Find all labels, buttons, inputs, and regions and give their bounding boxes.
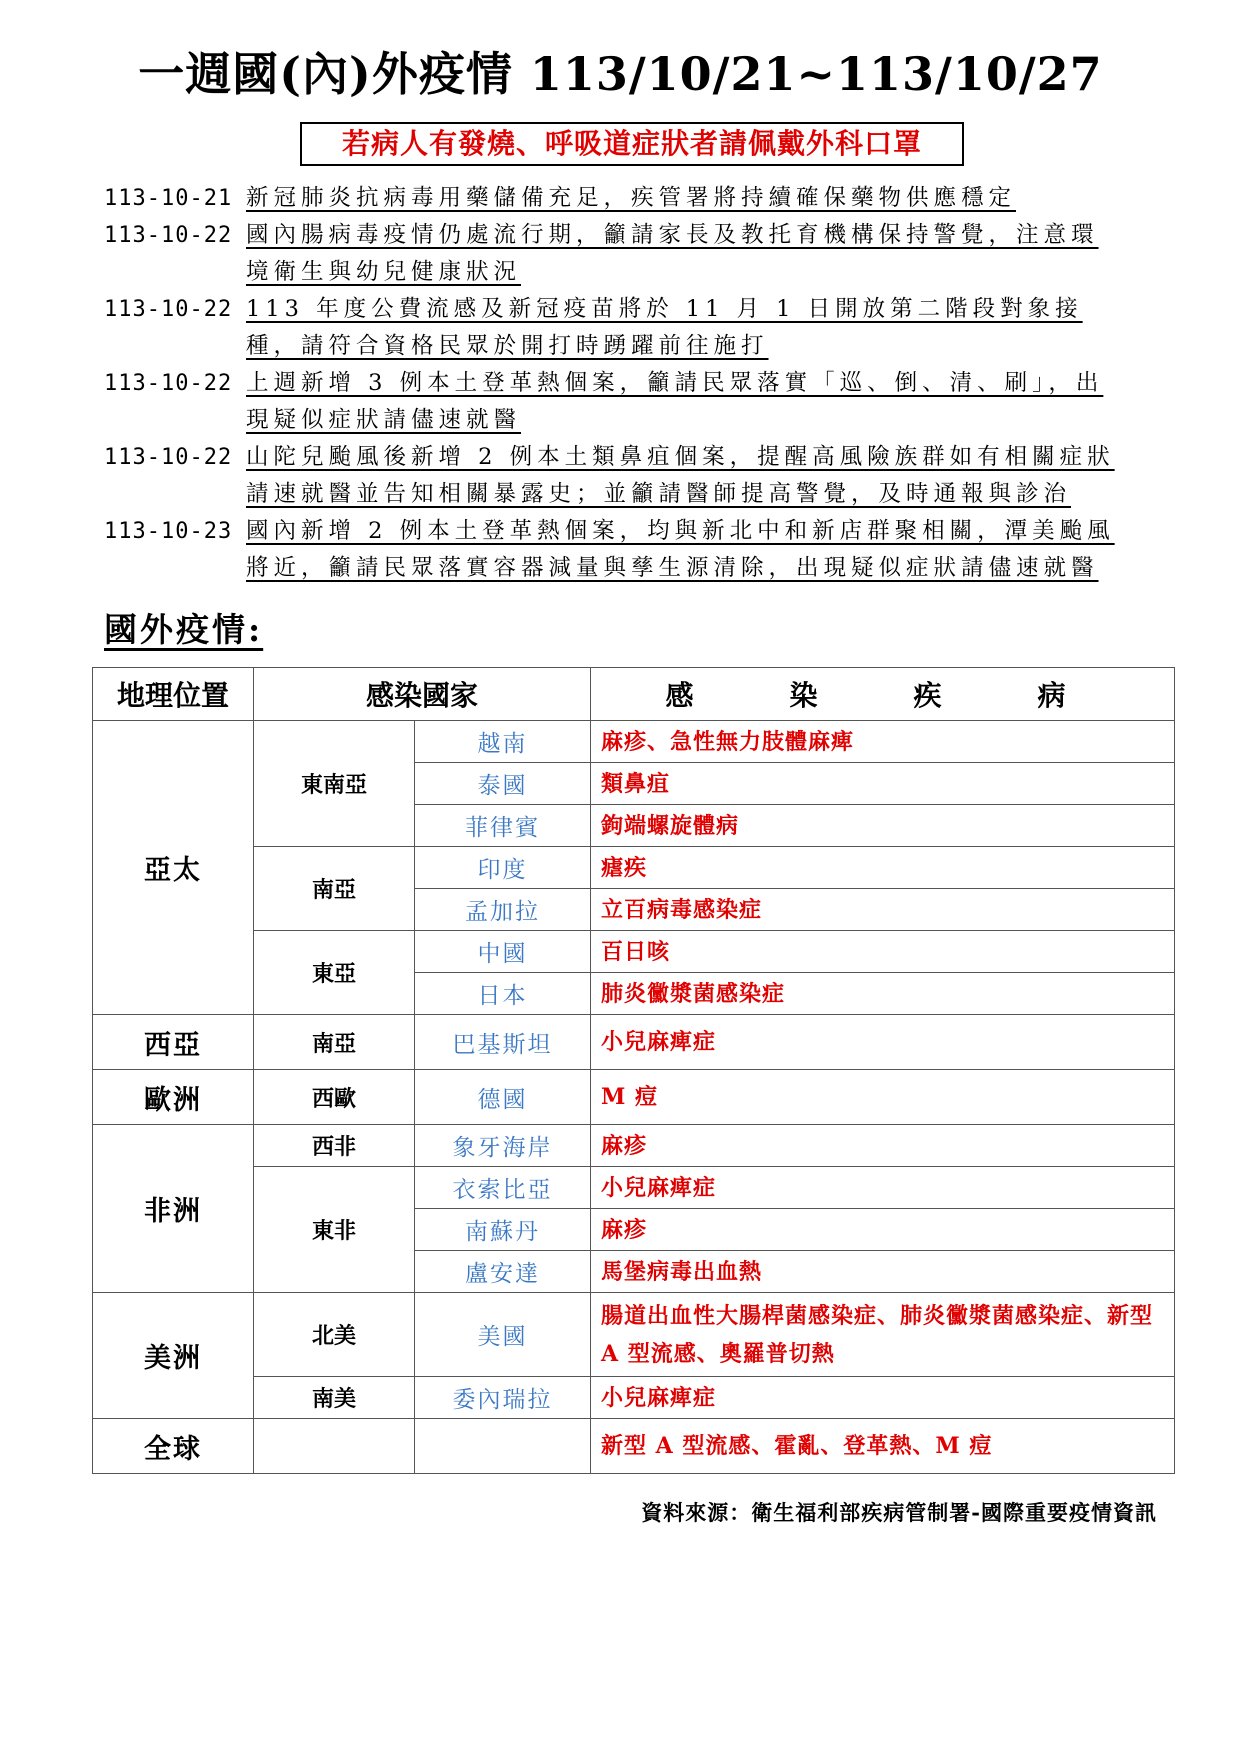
news-text: 113 年度公費流感及新冠疫苗將於 11 月 1 日開放第二階段對象接種，請符合資格民眾於開打時踴躍前往施打	[246, 296, 1083, 359]
news-date: 113-10-22	[104, 297, 233, 322]
subregion-cell: 西歐	[254, 1070, 415, 1125]
disease-cell: 小兒麻痺症	[591, 1015, 1175, 1070]
country-cell: 日本	[415, 973, 591, 1015]
region-cell: 亞太	[93, 721, 254, 1015]
disease-cell: M 痘	[591, 1070, 1175, 1125]
region-cell: 全球	[93, 1419, 254, 1474]
subregion-cell: 東非	[254, 1167, 415, 1293]
section-title-international: 國外疫情:	[104, 610, 264, 649]
country-cell: 美國	[415, 1293, 591, 1377]
news-date: 113-10-23	[104, 519, 233, 544]
country-cell: 象牙海岸	[415, 1125, 591, 1167]
news-text: 山陀兒颱風後新增 2 例本土類鼻疽個案，提醒高風險族群如有相關症狀請速就醫並告知相關暴露史；並籲請醫師提高警覺，及時通報與診治	[246, 444, 1115, 507]
news-date: 113-10-21	[104, 186, 233, 211]
country-cell: 巴基斯坦	[415, 1015, 591, 1070]
table-row	[93, 721, 1175, 763]
table-header-row	[93, 668, 1175, 721]
table-row	[93, 847, 1175, 889]
subregion-cell: 南美	[254, 1377, 415, 1419]
country-cell: 德國	[415, 1070, 591, 1125]
data-source: 資料來源：衛生福利部疾病管制署-國際重要疫情資訊	[641, 1500, 1157, 1525]
country-cell: 盧安達	[415, 1251, 591, 1293]
news-item	[104, 180, 1184, 217]
region-cell: 西亞	[93, 1015, 254, 1070]
table-row	[93, 1167, 1175, 1209]
region-cell: 美洲	[93, 1293, 254, 1419]
disease-cell: 類鼻疽	[591, 763, 1175, 805]
disease-cell: 小兒麻痺症	[591, 1167, 1175, 1209]
subregion-cell: 東南亞	[254, 721, 415, 847]
disease-cell: 肺炎黴漿菌感染症	[591, 973, 1175, 1015]
subregion-cell: 東亞	[254, 931, 415, 1015]
disease-cell: 馬堡病毒出血熱	[591, 1251, 1175, 1293]
news-item	[104, 439, 1184, 513]
table-row	[93, 1070, 1175, 1125]
table-row	[93, 1419, 1175, 1474]
disease-cell: 百日咳	[591, 931, 1175, 973]
subregion-cell: 南亞	[254, 847, 415, 931]
header-country: 感染國家	[254, 668, 591, 721]
news-item	[104, 513, 1184, 587]
region-cell: 歐洲	[93, 1070, 254, 1125]
news-date: 113-10-22	[104, 371, 233, 396]
country-cell: 衣索比亞	[415, 1167, 591, 1209]
table-row	[93, 1377, 1175, 1419]
region-cell: 非洲	[93, 1125, 254, 1293]
country-cell: 菲律賓	[415, 805, 591, 847]
header-region: 地理位置	[93, 668, 254, 721]
domestic-news-list	[104, 180, 1184, 587]
news-item	[104, 291, 1184, 365]
mask-notice: 若病人有發燒、呼吸道症狀者請佩戴外科口罩	[300, 122, 964, 166]
disease-cell: 麻疹	[591, 1209, 1175, 1251]
page-title: 一週國(內)外疫情 113/10/21~113/10/27	[138, 47, 1103, 101]
news-text: 上週新增 3 例本土登革熱個案，籲請民眾落實「巡、倒、清、刷」，出現疑似症狀請儘速就醫	[246, 370, 1104, 433]
disease-cell: 瘧疾	[591, 847, 1175, 889]
country-cell	[415, 1419, 591, 1474]
disease-cell: 腸道出血性大腸桿菌感染症、肺炎黴漿菌感染症、新型 A 型流感、奧羅普切熱	[591, 1293, 1175, 1377]
country-cell: 越南	[415, 721, 591, 763]
subregion-cell	[254, 1419, 415, 1474]
disease-cell: 小兒麻痺症	[591, 1377, 1175, 1419]
table-row	[93, 1293, 1175, 1377]
country-cell: 印度	[415, 847, 591, 889]
news-text: 國內腸病毒疫情仍處流行期，籲請家長及教托育機構保持警覺，注意環境衛生與幼兒健康狀況	[246, 222, 1099, 285]
news-text: 新冠肺炎抗病毒用藥儲備充足，疾管署將持續確保藥物供應穩定	[246, 185, 1017, 211]
news-date: 113-10-22	[104, 445, 233, 470]
header-disease: 感 染 疾 病	[591, 668, 1175, 721]
disease-cell: 麻疹、急性無力肢體麻痺	[591, 721, 1175, 763]
news-date: 113-10-22	[104, 223, 233, 248]
country-cell: 中國	[415, 931, 591, 973]
table-row	[93, 931, 1175, 973]
disease-cell: 麻疹	[591, 1125, 1175, 1167]
disease-cell: 新型 A 型流感、霍亂、登革熱、M 痘	[591, 1419, 1175, 1474]
country-cell: 泰國	[415, 763, 591, 805]
news-item	[104, 365, 1184, 439]
international-epidemic-table	[92, 667, 1175, 1474]
country-cell: 南蘇丹	[415, 1209, 591, 1251]
country-cell: 委內瑞拉	[415, 1377, 591, 1419]
country-cell: 孟加拉	[415, 889, 591, 931]
news-item	[104, 217, 1184, 291]
disease-cell: 鉤端螺旋體病	[591, 805, 1175, 847]
subregion-cell: 西非	[254, 1125, 415, 1167]
subregion-cell: 南亞	[254, 1015, 415, 1070]
disease-cell: 立百病毒感染症	[591, 889, 1175, 931]
news-text: 國內新增 2 例本土登革熱個案，均與新北中和新店群聚相關，潭美颱風將近，籲請民眾落實容器減量與孳生源清除，出現疑似症狀請儘速就醫	[246, 518, 1115, 581]
subregion-cell: 北美	[254, 1293, 415, 1377]
table-row	[93, 1015, 1175, 1070]
table-row	[93, 1125, 1175, 1167]
